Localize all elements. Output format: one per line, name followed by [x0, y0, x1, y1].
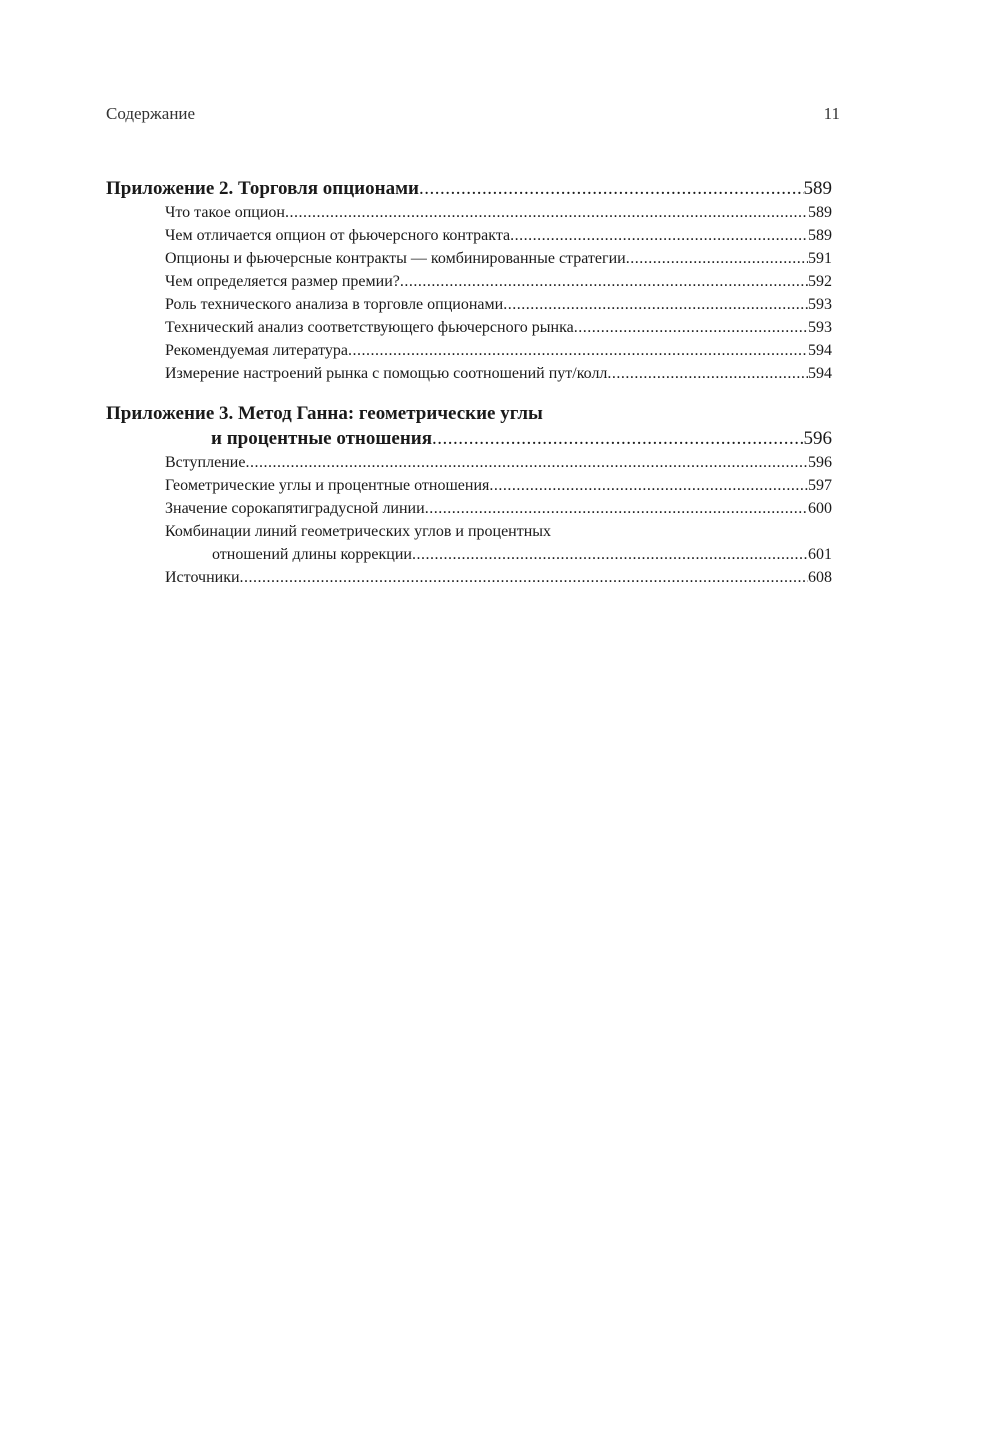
toc-leader-dots: [348, 339, 808, 362]
toc-page-number: 589: [803, 178, 832, 199]
toc-section-title: Чем отличается опцион от фьючерсного контракта: [165, 227, 511, 244]
toc-section[interactable]: [106, 201, 832, 224]
toc-leader-dots: [503, 293, 808, 316]
toc-leader-dots: [245, 451, 808, 474]
toc-section[interactable]: [106, 566, 832, 589]
toc-section[interactable]: [106, 270, 832, 293]
table-of-contents: [106, 176, 832, 589]
toc-page-number: 601: [808, 546, 832, 563]
toc-section-title: Источники: [165, 569, 240, 586]
toc-page-number: 600: [808, 500, 832, 517]
toc-leader-dots: [489, 474, 808, 497]
toc-section-title: Роль технического анализа в торговле опционами: [165, 296, 504, 313]
toc-leader-dots: [412, 543, 808, 566]
toc-chapter-appendix-3-line1[interactable]: Приложение 3. Метод Ганна: геометрические углы: [106, 403, 543, 424]
toc-page-number: 591: [808, 250, 832, 267]
toc-section[interactable]: [106, 451, 832, 474]
toc-section[interactable]: [106, 339, 832, 362]
toc-section-title: Чем определяется размер премии?: [165, 273, 400, 290]
toc-page-number: 597: [808, 477, 832, 494]
toc-section-title: Значение сорокапятиградусной линии: [165, 500, 425, 517]
page-number: 11: [823, 104, 840, 123]
toc-section[interactable]: [106, 543, 832, 566]
toc-page-number: 596: [808, 454, 832, 471]
toc-leader-dots: [419, 176, 804, 201]
toc-section-title: Рекомендуемая литература: [165, 342, 348, 359]
toc-chapter-appendix-2[interactable]: [106, 176, 832, 201]
toc-section-title: отношений длины коррекции: [212, 546, 412, 563]
toc-leader-dots: [574, 316, 808, 339]
toc-chapter-title: Приложение 2. Торговля опционами: [106, 178, 419, 199]
toc-page-number: 608: [808, 569, 832, 586]
toc-page-number: 593: [808, 319, 832, 336]
toc-leader-dots: [510, 224, 808, 247]
toc-leader-dots: [607, 362, 808, 385]
toc-section[interactable]: [106, 497, 832, 520]
toc-section-title-line1[interactable]: Комбинации линий геометрических углов и процентных: [165, 523, 552, 540]
toc-page-number: 596: [803, 428, 832, 449]
toc-section-title: Что такое опцион: [165, 204, 285, 221]
toc-section-title: Измерение настроений рынка с помощью соотношений пут/колл: [165, 365, 608, 382]
toc-leader-dots: [400, 270, 808, 293]
toc-leader-dots: [240, 566, 808, 589]
toc-section[interactable]: [106, 474, 832, 497]
toc-chapter-appendix-3[interactable]: [106, 426, 832, 451]
toc-section[interactable]: [106, 316, 832, 339]
toc-section[interactable]: [106, 224, 832, 247]
toc-page-number: 589: [808, 227, 832, 244]
toc-section[interactable]: [106, 362, 832, 385]
toc-page-number: 589: [808, 204, 832, 221]
toc-leader-dots: [432, 426, 803, 451]
toc-chapter-title: и процентные отношения: [211, 428, 433, 449]
toc-section[interactable]: [106, 247, 832, 270]
toc-leader-dots: [285, 201, 808, 224]
running-header: [106, 104, 840, 128]
toc-section-title: Вступление: [165, 454, 246, 471]
running-header-title: Содержание: [106, 104, 196, 123]
toc-page-number: 594: [808, 365, 832, 382]
spacer: [106, 385, 832, 401]
toc-section-title: Геометрические углы и процентные отношения: [165, 477, 490, 494]
toc-page-number: 593: [808, 296, 832, 313]
toc-section[interactable]: [106, 293, 832, 316]
toc-section-title: Технический анализ соответствующего фьючерсного рынка: [165, 319, 574, 336]
toc-leader-dots: [425, 497, 808, 520]
toc-page-number: 594: [808, 342, 832, 359]
toc-leader-dots: [626, 247, 808, 270]
toc-page-number: 592: [808, 273, 832, 290]
toc-section-title: Опционы и фьючерсные контракты — комбинированные стратегии: [165, 250, 626, 267]
